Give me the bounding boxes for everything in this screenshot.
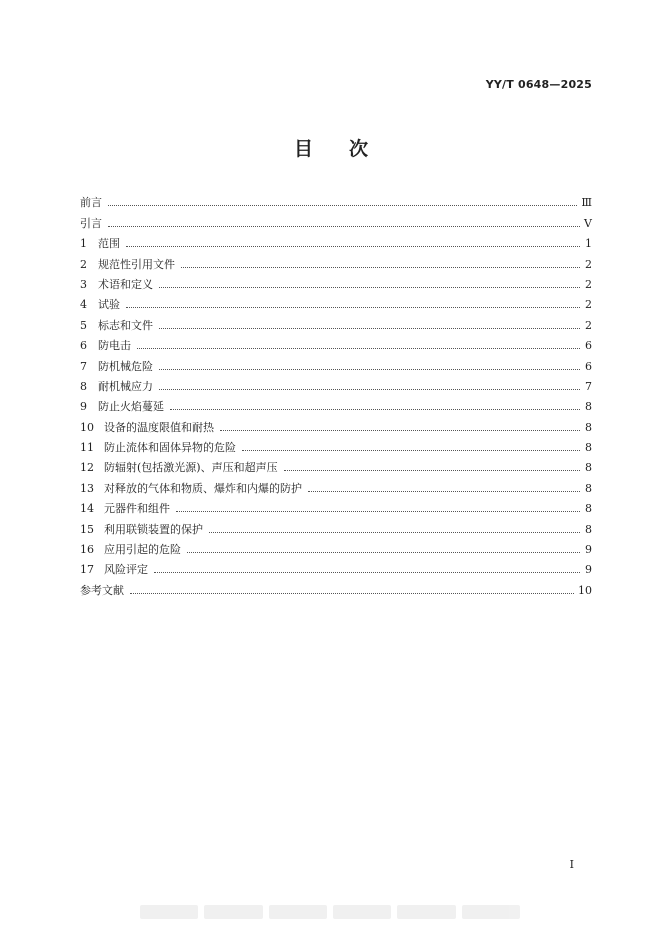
toc-entry-label: 防电击: [98, 339, 131, 353]
toc-entry-number: 15: [80, 522, 94, 536]
toc-entry-label: 元器件和组件: [104, 502, 170, 516]
toc-entry-number: 11: [80, 441, 94, 455]
toc-entry-number: 10: [80, 420, 94, 434]
dot-leader: [170, 409, 580, 410]
toc-entry[interactable]: [80, 434, 592, 454]
toc-entry-label: 试验: [98, 298, 120, 312]
dot-leader: [176, 511, 580, 512]
toc-entry-label: 防止流体和固体异物的危险: [104, 441, 236, 455]
toc-entry-page: 8: [585, 461, 592, 475]
toc-entry-page: 2: [585, 257, 592, 271]
toc-entry-label: 设备的温度限值和耐热: [104, 420, 214, 434]
dot-leader: [159, 369, 580, 370]
toc-entry-page: 8: [585, 400, 592, 414]
toc-entry[interactable]: [80, 556, 592, 576]
toc-entry-label: 耐机械应力: [98, 379, 153, 393]
dot-leader: [159, 328, 580, 329]
dot-leader: [284, 470, 580, 471]
dot-leader: [159, 389, 580, 390]
toc-entry-number: 2: [80, 257, 87, 271]
toc-entry[interactable]: [80, 393, 592, 413]
toc-entry[interactable]: [80, 332, 592, 352]
watermark: [140, 905, 520, 919]
toc-entry-number: 14: [80, 502, 94, 516]
toc-entry-number: 3: [80, 277, 87, 291]
toc-entry[interactable]: [80, 311, 592, 331]
toc-entry-page: 6: [585, 339, 592, 353]
toc-entry[interactable]: [80, 515, 592, 535]
toc-entry[interactable]: [80, 189, 592, 209]
toc-entry[interactable]: [80, 454, 592, 474]
dot-leader: [126, 307, 580, 308]
toc-entry[interactable]: [80, 536, 592, 556]
dot-leader: [181, 267, 580, 268]
toc-entry-label: 规范性引用文件: [98, 257, 175, 271]
toc-entry-label: 前言: [80, 196, 102, 210]
toc-entry-page: 2: [585, 277, 592, 291]
toc-entry-label: 标志和文件: [98, 318, 153, 332]
toc-entry-page: 6: [585, 359, 592, 373]
toc-entry-number: 5: [80, 318, 87, 332]
toc-entry-number: 9: [80, 400, 87, 414]
toc-entry-page: 10: [578, 583, 592, 597]
toc-entry[interactable]: [80, 352, 592, 372]
toc-entry-label: 应用引起的危险: [104, 543, 181, 557]
toc-entry-page: 2: [585, 298, 592, 312]
toc-entry-label: 范围: [98, 237, 120, 251]
toc-entry[interactable]: [80, 230, 592, 250]
toc-entry-page: 9: [585, 543, 592, 557]
toc-entry-label: 防机械危险: [98, 359, 153, 373]
page-title: 目次: [293, 138, 404, 160]
toc-entry[interactable]: [80, 291, 592, 311]
toc-entry-page: 8: [585, 481, 592, 495]
toc-entry-label: 风险评定: [104, 563, 148, 577]
toc-entry[interactable]: [80, 250, 592, 270]
toc-entry-number: 17: [80, 563, 94, 577]
toc-entry[interactable]: [80, 576, 592, 596]
toc-entry-page: 8: [585, 420, 592, 434]
dot-leader: [220, 430, 580, 431]
toc-entry[interactable]: [80, 413, 592, 433]
dot-leader: [308, 491, 580, 492]
dot-leader: [137, 348, 580, 349]
toc-entry-page: 1: [585, 237, 592, 251]
dot-leader: [108, 205, 577, 206]
dot-leader: [108, 226, 580, 227]
toc-entry-number: 7: [80, 359, 87, 373]
toc-entry-number: 12: [80, 461, 94, 475]
toc-entry-label: 术语和定义: [98, 277, 153, 291]
table-of-contents: [80, 189, 592, 597]
toc-entry[interactable]: [80, 373, 592, 393]
toc-entry-number: 16: [80, 543, 94, 557]
dot-leader: [209, 532, 580, 533]
toc-entry-page: 8: [585, 441, 592, 455]
toc-entry-page: 2: [585, 318, 592, 332]
toc-entry-page: 7: [585, 379, 592, 393]
toc-entry-label: 参考文献: [80, 583, 124, 597]
toc-entry-page: 9: [585, 563, 592, 577]
dot-leader: [187, 552, 580, 553]
toc-entry[interactable]: [80, 271, 592, 291]
toc-entry-page: 8: [585, 502, 592, 516]
dot-leader: [159, 287, 580, 288]
toc-entry-page: 8: [585, 522, 592, 536]
toc-entry[interactable]: [80, 474, 592, 494]
toc-entry-page: Ⅴ: [584, 216, 592, 230]
page-number: I: [569, 858, 574, 871]
toc-entry[interactable]: [80, 209, 592, 229]
toc-entry[interactable]: [80, 495, 592, 515]
dot-leader: [130, 593, 574, 594]
toc-entry-label: 对释放的气体和物质、爆炸和内爆的防护: [104, 481, 302, 495]
toc-entry-number: 6: [80, 339, 87, 353]
toc-entry-page: Ⅲ: [581, 196, 592, 210]
dot-leader: [242, 450, 580, 451]
toc-entry-label: 利用联锁装置的保护: [104, 522, 203, 536]
toc-entry-number: 1: [80, 237, 87, 251]
toc-entry-label: 防辐射(包括激光源)、声压和超声压: [104, 461, 278, 475]
toc-entry-label: 引言: [80, 216, 102, 230]
toc-entry-number: 8: [80, 379, 87, 393]
standard-code: YY/T 0648—2025: [485, 78, 592, 91]
toc-entry-number: 4: [80, 298, 87, 312]
dot-leader: [154, 572, 580, 573]
toc-entry-label: 防止火焰蔓延: [98, 400, 164, 414]
dot-leader: [126, 246, 580, 247]
toc-entry-number: 13: [80, 481, 94, 495]
